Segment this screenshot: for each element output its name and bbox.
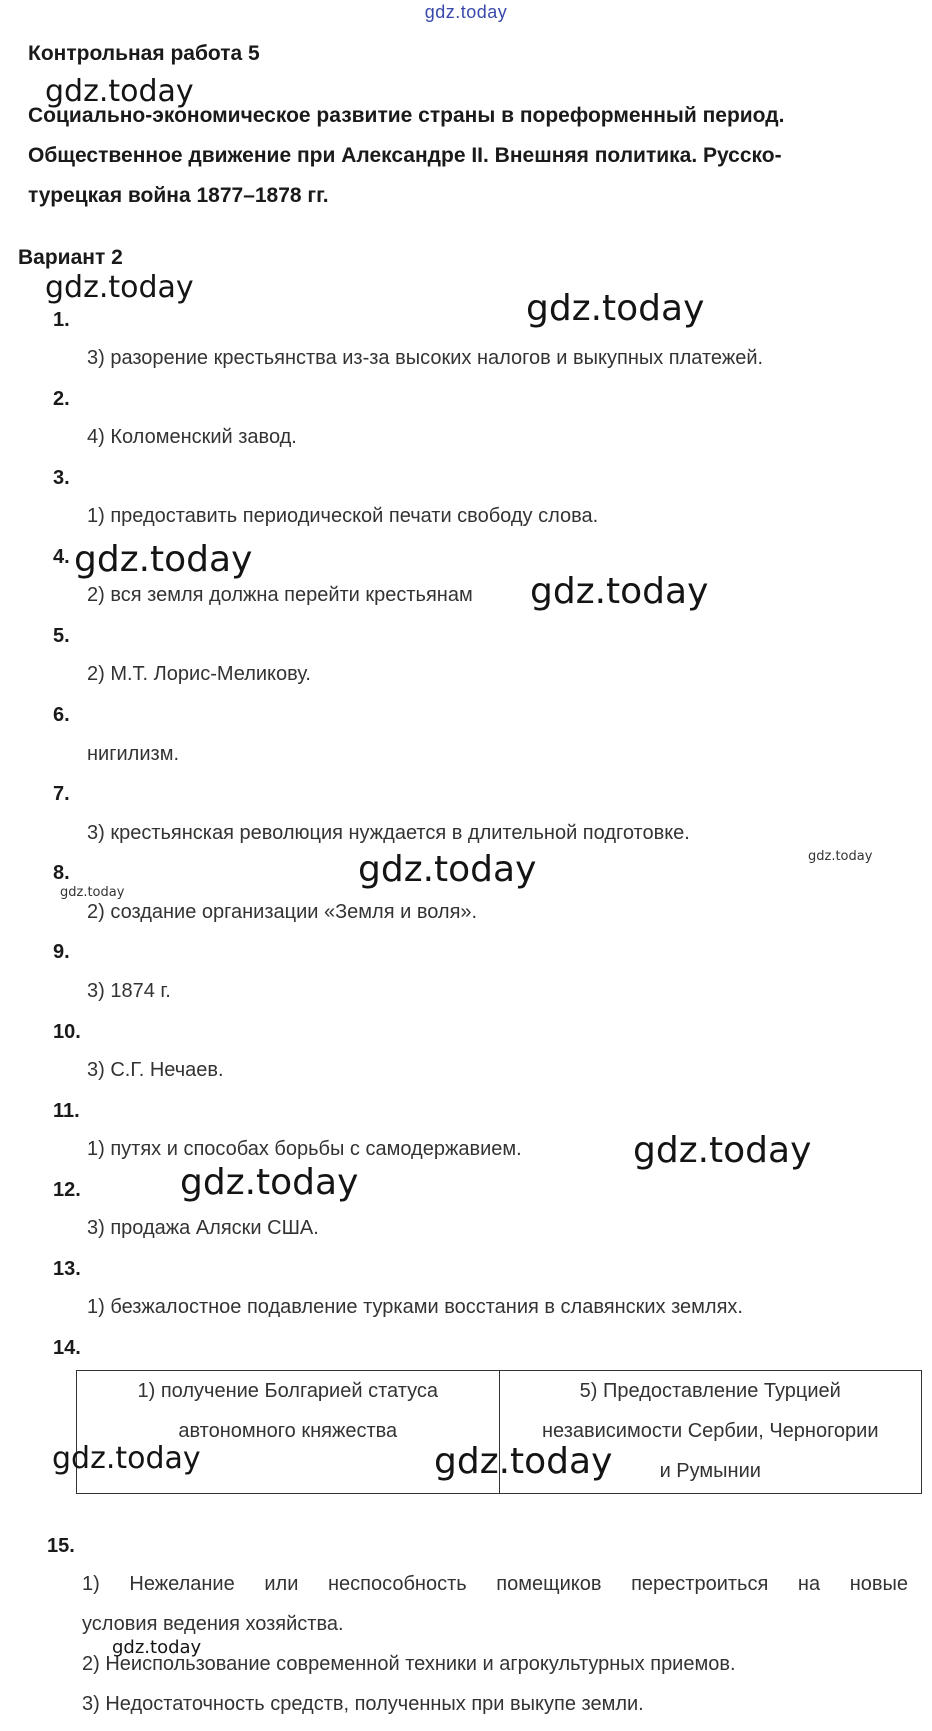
left-cell-line-1: 1) получение Болгарией статуса	[137, 1380, 438, 1402]
watermark-text: gdz.today	[526, 288, 705, 329]
q15-line-1: 1) Нежелание или неспособность помещиков перестроиться на новые	[82, 1573, 908, 1595]
question-number-12: 12.	[53, 1179, 81, 1201]
question-number-4: 4.	[53, 546, 70, 568]
watermark-text: gdz.today	[60, 885, 125, 900]
watermark-text: gdz.today	[180, 1162, 359, 1203]
q15-line-3: 2) Неиспользование современной техники и агрокультурных приемов.	[82, 1653, 736, 1675]
q15-line-4: 3) Недостаточность средств, полученных при выкупе земли.	[82, 1693, 644, 1715]
left-cell-line-2: автономного княжества	[178, 1420, 398, 1442]
question-number-9: 9.	[53, 941, 70, 963]
answer-3: 1) предоставить периодической печати свободу слова.	[87, 505, 599, 527]
topic-line-1: Социально-экономическое развитие страны в пореформенный период.	[28, 104, 785, 127]
watermark-text: gdz.today	[808, 849, 873, 864]
watermark-text: gdz.today	[52, 1441, 201, 1476]
watermark-text: gdz.today	[45, 74, 194, 109]
watermark-text: gdz.today	[358, 849, 537, 890]
question-number-10: 10.	[53, 1021, 81, 1043]
question-number-1: 1.	[53, 309, 70, 331]
top-watermark: gdz.today	[424, 2, 508, 22]
question-number-8: 8.	[53, 862, 70, 884]
answer-1: 3) разорение крестьянства из-за высоких налогов и выкупных платежей.	[87, 347, 764, 369]
answer-6: нигилизм.	[87, 743, 180, 765]
watermark-text: gdz.today	[633, 1130, 812, 1171]
question-number-2: 2.	[53, 388, 70, 410]
answer-7: 3) крестьянская революция нуждается в длительной подготовке.	[87, 822, 690, 844]
right-cell-line-2: независимости Сербии, Черногории	[541, 1420, 879, 1442]
question-number-13: 13.	[53, 1258, 81, 1280]
answer-10: 3) С.Г. Нечаев.	[87, 1059, 224, 1081]
watermark-text: gdz.today	[530, 571, 709, 612]
topic-line-3: турецкая война 1877–1878 гг.	[28, 184, 329, 207]
watermark-text: gdz.today	[45, 270, 194, 305]
question-number-3: 3.	[53, 467, 70, 489]
question-number-7: 7.	[53, 783, 70, 805]
question-number-11: 11.	[53, 1100, 80, 1122]
right-cell-line-1: 5) Предоставление Турцией	[579, 1380, 841, 1402]
right-cell-line-3: и Румынии	[659, 1460, 761, 1482]
page-title: Контрольная работа 5	[28, 42, 260, 65]
question-number-6: 6.	[53, 704, 70, 726]
answer-5: 2) М.Т. Лорис-Меликову.	[87, 663, 311, 685]
watermark-text: gdz.today	[74, 539, 253, 580]
answer-9: 3) 1874 г.	[87, 980, 171, 1002]
answer-11: 1) путях и способах борьбы с самодержавием.	[87, 1138, 522, 1160]
answer-8: 2) создание организации «Земля и воля».	[87, 901, 478, 923]
question-number-15: 15.	[47, 1535, 75, 1557]
question-number-5: 5.	[53, 625, 70, 647]
topic-line-2: Общественное движение при Александре II. Внешняя политика. Русско-	[28, 144, 782, 167]
q15-line-2: условия ведения хозяйства.	[82, 1613, 344, 1635]
answer-13: 1) безжалостное подавление турками восстания в славянских землях.	[87, 1296, 743, 1318]
answer-4: 2) вся земля должна перейти крестьянам	[87, 584, 473, 606]
watermark-text: gdz.today	[434, 1441, 613, 1482]
watermark-text: gdz.today	[112, 1637, 202, 1658]
question-number-14: 14.	[53, 1337, 81, 1359]
variant-label: Вариант 2	[18, 246, 123, 269]
answer-12: 3) продажа Аляски США.	[87, 1217, 319, 1239]
answer-2: 4) Коломенский завод.	[87, 426, 297, 448]
